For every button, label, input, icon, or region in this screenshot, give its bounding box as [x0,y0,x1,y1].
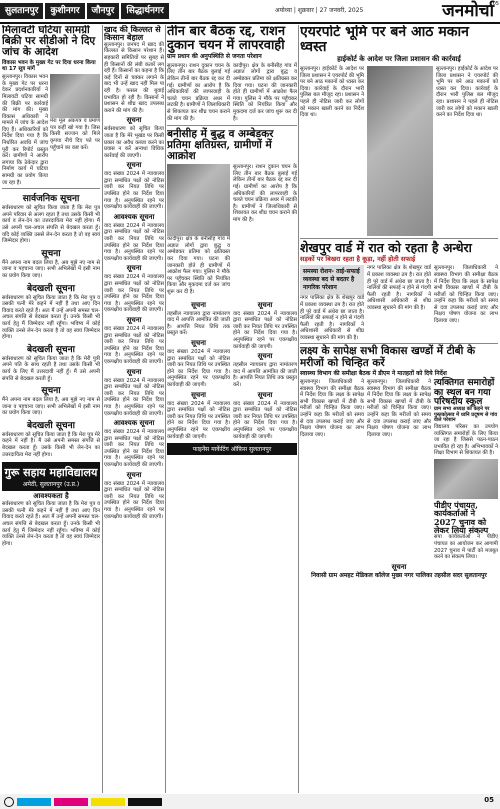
column-right [300,25,498,793]
page-number-top: 05 [492,1,499,7]
masthead-rule [0,22,500,24]
finance-ad-strip[interactable]: फाइनेंस मार्केटिंग ऑफ़िस सुलतानपुर [167,443,297,455]
ad-address: अमेठी, सुलतानपुर (उ.प्र.) [22,481,80,489]
subhead-school: ग्राम सभा अध्यक्ष को कहने पर पुस्तकोत्सव में ध्वनि प्रदूषण से गांव वाले परेशान [434,406,498,424]
registration-mark-icon [4,797,14,807]
article-body: सुल्तानपुर। विकास भवन के मुख्य गेट पर धरना देकर प्रदर्शनकारियों ने मिलावटी घटिया सामग्री की बिक्री पर कार्रवाई की मांग की। मुख्य विकास अधिकारी ने मामले में जांच के आदेश दिए हैं। अधिकारियों को निर्देश दिया गया है कि निर्धारित अवधि में जांच पूरी कर रिपोर्ट प्रस्तुत करें। ग्रामीणों ने आरोप लगाया कि ठेकेदार द्वारा निर्माण कार्य में घटिया सामग्री का प्रयोग किया जा रहा है। [2,74,48,186]
headline-tb-patients: लक्ष्य के सापेक्ष सभी विकास खण्डों में टीबी के मरीजों को चिन्हित करें [300,345,476,369]
notice-body: मैंने अपना नाम बदल लिया है, अब मुझे नए नाम से जाना व पहचाना जाए। सभी अभिलेखों में इसी नाम का प्रयोग किया जाए। [2,397,100,417]
case-body: वाद संख्या 2024 में न्यायालय द्वारा सम्बंधित पक्षों को नोटिस जारी कर नियत तिथि पर उपस्थित होने का निर्देश दिया गया है। अनुपस्थित रहने पर एकपक्षीय कार्यवाही की जाएगी। [104,171,164,211]
column-left [2,25,100,793]
notice-title: बेदखली सूचना [27,420,75,431]
notice-title: सूचना [257,299,273,309]
headline-adulteration: मिलावटी घटिया सामग्री बिक्री पर सीडीओ ने दिए जांच के आदेश [2,25,96,59]
callout-box: समस्या रोशन- ताई-सफाई व्यवस्था बद से बदतर है नागरिक परेशान [300,265,364,295]
headline-statue: बनीसीह में बुद्ध व अम्बेडकर प्रतिमा क्षतिग्रस्त, ग्रामीणों में आक्रोश [167,128,274,163]
notice-title: सूचना [391,561,407,571]
notice-title: बेदखली सूचना [27,344,75,355]
subhead-adulteration: विकास भवन के मुख्य गेट पर दिया धरना किया था 17 सूत्र मांगें [2,60,96,73]
case-title: सूचना [126,160,142,170]
column-center [167,25,297,793]
notice-body: सर्वसाधारण को सूचित किया जाता है कि मेरी पुत्री अपने पति के साथ रहती है तथा उसके किसी भी कार्य के लिए मैं उत्तरदायी नहीं हूँ। मैं उसे अपनी संपत्ति से बेदखल करती हूँ। [2,355,100,382]
notice-title: सूचना [191,337,206,347]
subhead-ward: सड़कों पर बिखरा रहता है कूड़ा, नहीं होती सफाई [300,255,416,264]
subhead-tb: स्वास्थ्य विभाग की समीक्षा बैठक में डीएम ने मातहतों को दिये निर्देश [300,369,447,377]
article-body-cont: सुल्तानपुर। जिलाधिकारी ने स्वास्थ्य विभाग की समीक्षा बैठक में निर्देश दिया कि लक्ष्य के सापेक्ष सभी विकास खण्डों में टीबी के मरीजों को चिन्हित किया जाए। उन्होंने कहा कि मरीजों को समय से दवा उपलब्ध कराई जाए और निक्षय पोषण योजना का लाभ दिलाया जाए। [434,265,498,325]
ad-body: सर्वसाधारण को सूचित किया जाता है कि मेरा पुत्र व उसकी पत्नी मेरे कहने में नहीं हैं तथा आए दिन विवाद करते रहते हैं। अतः मैं उन्हें अपनी समस्त चल-अचल संपत्ति से बेदखल करता हूँ। उनके किसी भी कार्य हेतु मैं जिम्मेदार नहीं रहूँगा। भविष्य में कोई व्यक्ति उनसे लेन-देन करता है तो वह स्वयं जिम्मेदार होगा। [2,501,100,547]
article-body: सुल्तानपुर। हाईकोर्ट के आदेश पर जिला प्रशासन ने एयरपोर्ट की भूमि पर बने आठ मकानों को ध्वस्त कर दिया। कार्रवाई के दौरान भारी पुलिस बल मौजूद रहा। प्रशासन ने पहले ही नोटिस जारी कर लोगों को मकान खाली करने का निर्देश दिया था। [300,66,364,119]
headline-airport-demolition: एयरपोर्ट भूमि पर बने आठ मकान ध्वस्त [300,25,469,55]
notice-body: सर्वसाधारण को सूचित किया जाता है कि मेरा पुत्र व उसकी पत्नी मेरे कहने में नहीं हैं तथा आए दिन विवाद करते रहते हैं। अतः मैं उन्हें अपनी समस्त चल-अचल संपत्ति से बेदखल करता हूँ। उनके किसी भी कार्य हेतु मैं जिम्मेदार नहीं रहूँगा। भविष्य में कोई व्यक्ति उनसे लेन-देन करता है तो वह स्वयं जिम्मेदार होगा। [2,294,100,341]
section-tab[interactable]: सिद्धार्थनगर [121,3,168,19]
column-divider [102,25,103,793]
school-photo [434,459,498,499]
article-body: सुल्तानपुर। जिलाधिकारी ने स्वास्थ्य विभाग की समीक्षा बैठक में निर्देश दिया कि लक्ष्य के सापेक्ष सभी विकास खण्डों में टीबी के मरीजों को चिन्हित किया जाए। उन्होंने कहा कि मरीजों को समय से दवा उपलब्ध कराई जाए और निक्षय पोषण योजना का लाभ दिलाया जाए। [300,379,364,438]
notice-body: तहसील न्यायालय द्वारा नामांतरण वाद में आपत्ति आमंत्रित की जाती है। आपत्ति नियत तिथि तक प्रस्तुत करें। [233,362,297,388]
notice-body: वाद संख्या 2024 में न्यायालय द्वारा सम्बंधित पक्षों को नोटिस जारी कर नियत तिथि पर उपस्थित होने का निर्देश दिया गया है। अनुपस्थित रहने पर एकपक्षीय कार्यवाही की जाएगी। [167,400,230,440]
column-notices [104,25,164,793]
headline-pda-panchayat: पीडीए पंचायत, कार्यकर्ताओं ने 2027 चुनाव को लेकर लिया संकल्प [434,499,489,536]
headline-ward-darkness: शेखपुर वार्ड में रात को रहता है अन्धेरा [300,240,472,256]
section-tab[interactable]: कुशीनगर [45,3,84,19]
ad-title: गुरू सहाय महाविद्यालय [4,466,98,480]
article-body: सपा कार्यकर्ताओं ने पीडीए पंचायत का आयोजन कर आगामी 2027 चुनाव में पार्टी को मजबूत करने का संकल्प लिया। [434,534,498,561]
subhead-ration-shop: ग्राम प्रधान की अनुपस्थिति से जनता परेशान [167,53,262,61]
notice-body: सर्वसाधारण को सूचित किया जाता है कि मेरा पुत्र अपने परिवार से अलग रहता है तथा उसके किसी भी कार्य व लेन-देन का उत्तरदायित्व मेरा नहीं होगा। मैं उसे अपनी चल-अचल संपत्ति से बेदखल करता हूँ। यदि कोई व्यक्ति उससे लेन-देन करता है तो वह स्वयं जिम्मेदार होगा। [2,205,100,245]
article-body-cont: सुल्तानपुर। राशन दुकान चयन के लिए तीन बार बैठक बुलाई गई लेकिन तीनों बार बैठक रद्द कर दी गई। ग्रामीणों का आरोप है कि अधिकारियों की लापरवाही के चलते चयन प्रक्रिया अधर में लटकी है। ग्रामीणों ने जिलाधिकारी से शिकायत कर शीघ्र चयन कराने की मांग की है। [233,164,297,224]
bottom-notice: निवासी ग्राम अमहट मेडिकल कॉलेज मुख्य नगर पालिका तहसील सदर सुलतानपुर [311,571,487,579]
statue-photo [167,164,230,236]
article-body: सुल्तानपुर। जनपद में खाद की किल्लत से किसान परेशान हैं। सहकारी समितियों पर सुबह से ही किसानों की लंबी कतारें लग रही हैं। किसानों का कहना है कि कई दिनों से चक्कर लगाने के बाद भी उन्हें खाद नहीं मिल पा रही है। फसल की बुवाई प्रभावित हो रही है। किसानों ने प्रशासन से शीघ्र खाद उपलब्ध कराने की मांग की है। [104,41,164,114]
headline-ration-shop: तीन बार बैठक रद्द, राशन दुकान चयन में लापरवाही [167,25,286,53]
masthead [0,0,500,22]
case-title: सूचना [126,469,142,479]
page-number: 05 [484,796,494,804]
notice-title: सूचना [41,248,61,259]
case-title: सूचना [126,314,142,324]
college-ad[interactable] [2,462,100,491]
cyan-swatch [17,798,51,806]
black-swatch [128,798,162,806]
article-body-cont: सुल्तानपुर। हाईकोर्ट के आदेश पर जिला प्रशासन ने एयरपोर्ट की भूमि पर बने आठ मकानों को ध्वस्त कर दिया। कार्रवाई के दौरान भारी पुलिस बल मौजूद रहा। प्रशासन ने पहले ही नोटिस जारी कर लोगों को मकान खाली करने का निर्देश दिया था। [436,66,498,119]
case-body: वाद संख्या 2024 में न्यायालय द्वारा सम्बंधित पक्षों को नोटिस जारी कर नियत तिथि पर उपस्थित होने का निर्देश दिया गया है। अनुपस्थित रहने पर एकपक्षीय कार्यवाही की जाएगी। [104,377,164,417]
notice-title: सूचना [191,299,206,309]
subhead-airport: हाईकोर्ट के आदेश पर जिला प्रशासन की कार्रवाई [337,55,461,64]
article-body-cont: नगर पालिका क्षेत्र के शेखपुर वार्ड में प्रकाश व्यवस्था ठप है। रात होते ही पूरे वार्ड में अंधेरा छा जाता है। नालियों की सफाई न होने से गंदगी फैली रहती है। नागरिकों ने अधिशासी अधिकारी से शीघ्र व्यवस्था सुधारने की मांग की है। [367,265,431,311]
case-title: आवश्यक सूचना [113,418,155,428]
notice-title: सूचना [126,115,142,125]
notice-title: सूचना [257,389,273,399]
section-tabs [0,3,169,19]
magenta-swatch [54,798,88,806]
notice-body: सर्वसाधारण को सूचित किया जाता है कि मेरा पुत्र मेरे कहने में नहीं है। मैं उसे अपनी समस्त संपत्ति से बेदखल करता हूँ। उसके किसी भी लेन-देन का उत्तरदायित्व मेरा नहीं होगा। [2,431,100,458]
ad-subtitle: आवश्यकता है [33,492,69,501]
notice-body: वाद संख्या 2024 में न्यायालय द्वारा सम्बंधित पक्षों को नोटिस जारी कर नियत तिथि पर उपस्थित होने का निर्देश दिया गया है। अनुपस्थित रहने पर एकपक्षीय कार्यवाही की जाएगी। [233,400,297,440]
article-body-cont: कादीपुर। क्षेत्र के बनीसीह गांव में अज्ञात लोगों द्वारा बुद्ध व अम्बेडकर प्रतिमा को क्षतिग्रस्त कर दिया गया। घटना की जानकारी होते ही ग्रामीणों में आक्रोश फैल गया। पुलिस ने मौके पर पहुँचकर स्थिति को नियंत्रित किया और मुकदमा दर्ज कर जांच शुरू कर दी है। [233,62,297,122]
article-body: विद्यालय परिसर का उपयोग व्यक्तिगत समारोहों के लिए किया जा रहा है जिससे पठन-पाठन प्रभावित हो रहा है। अभिभावकों ने शिक्षा विभाग से शिकायत की है। [434,423,498,457]
newspaper-logo: जनमोर्चा [395,0,500,22]
article-body: नगर पालिका क्षेत्र के शेखपुर वार्ड में प्रकाश व्यवस्था ठप है। रात होते ही पूरे वार्ड में अंधेरा छा जाता है। नालियों की सफाई न होने से गंदगी फैली रहती है। नागरिकों ने अधिशासी अधिकारी से शीघ्र व्यवस्था सुधारने की मांग की है। [300,295,364,341]
case-title: सूचना [126,263,142,273]
case-body: वाद संख्या 2024 में न्यायालय द्वारा सम्बंधित पक्षों को नोटिस जारी कर नियत तिथि पर उपस्थित होने का निर्देश दिया गया है। अनुपस्थित रहने पर एकपक्षीय कार्यवाही की जाएगी। [104,429,164,469]
notice-body: वाद संख्या 2024 में न्यायालय द्वारा सम्बंधित पक्षों को नोटिस जारी कर नियत तिथि पर उपस्थित होने का निर्देश दिया गया है। अनुपस्थित रहने पर एकपक्षीय कार्यवाही की जाएगी। [233,310,297,350]
case-title: आवश्यक सूचना [113,211,155,221]
case-body: वाद संख्या 2024 में न्यायालय द्वारा सम्बंधित पक्षों को नोटिस जारी कर नियत तिथि पर उपस्थित होने का निर्देश दिया गया है। अनुपस्थित रहने पर एकपक्षीय कार्यवाही की जाएगी। [104,222,164,262]
section-tab[interactable]: सुलतानपुर [0,3,43,19]
case-title: सूचना [126,366,142,376]
case-body: वाद संख्या 2024 में न्यायालय द्वारा सम्बंधित पक्षों को नोटिस जारी कर नियत तिथि पर उपस्थित होने का निर्देश दिया गया है। अनुपस्थित रहने पर एकपक्षीय कार्यवाही की जाएगी। [104,325,164,365]
article-body: सुल्तानपुर। राशन दुकान चयन के लिए तीन बार बैठक बुलाई गई लेकिन तीनों बार बैठक रद्द कर दी गई। ग्रामीणों का आरोप है कि अधिकारियों की लापरवाही के चलते चयन प्रक्रिया अधर में लटकी है। ग्रामीणों ने जिलाधिकारी से शिकायत कर शीघ्र चयन कराने की मांग की है। [167,62,230,122]
yellow-swatch [91,798,125,806]
notice-body: तहसील न्यायालय द्वारा नामांतरण वाद में आपत्ति आमंत्रित की जाती है। आपत्ति नियत तिथि तक प्रस्तुत करें। [167,310,230,337]
column-divider [165,25,166,793]
notice-body: वाद संख्या 2024 में न्यायालय द्वारा सम्बंधित पक्षों को नोटिस जारी कर नियत तिथि पर उपस्थित होने का निर्देश दिया गया है। अनुपस्थित रहने पर एकपक्षीय कार्यवाही की जाएगी। [167,348,230,388]
article-body-cont: सुल्तानपुर। जिलाधिकारी ने स्वास्थ्य विभाग की समीक्षा बैठक में निर्देश दिया कि लक्ष्य के सापेक्ष सभी विकास खण्डों में टीबी के मरीजों को चिन्हित किया जाए। उन्होंने कहा कि मरीजों को समय से दवा उपलब्ध कराई जाए और निक्षय पोषण योजना का लाभ दिलाया जाए। [367,379,431,438]
demolition-photo [367,66,433,236]
case-body: वाद संख्या 2024 में न्यायालय द्वारा सम्बंधित पक्षों को नोटिस जारी कर नियत तिथि पर उपस्थित होने का निर्देश दिया गया है। अनुपस्थित रहने पर एकपक्षीय कार्यवाही की जाएगी। [104,274,164,314]
notice-body: मैंने अपना नाम बदल लिया है, अब मुझे नए नाम से जाना व पहचाना जाए। सभी अभिलेखों में इसी नाम का प्रयोग किया जाए। [2,259,100,279]
case-body: वाद संख्या 2024 में न्यायालय द्वारा सम्बंधित पक्षों को नोटिस जारी कर नियत तिथि पर उपस्थित होने का निर्देश दिया गया है। अनुपस्थित रहने पर एकपक्षीय कार्यवाही की जाएगी। [104,480,164,520]
notice-title: बेदखली सूचना [27,283,75,294]
notice-body: सर्वसाधारण को सूचित किया जाता है कि मेरे भूखंड पर किसी प्रकार का अवैध कब्जा करने का प्रयास न करें अन्यथा विधिक कार्रवाई की जाएगी। [104,126,164,159]
dateline: अयोध्या | शुक्रवार | 27 जनवरी, 2025 [275,7,364,14]
headline-fertilizer: खाद की किल्लत से किसान बेहाल [104,25,161,43]
section-tab[interactable]: जौनपुर [87,3,120,19]
notice-title: सूचना [41,386,61,397]
notice-title: सूचना [257,351,273,361]
print-registration-strip [0,794,500,809]
column-divider [298,25,299,793]
article-body-cont: मेरा मूल अंकपत्र व प्रमाण पत्र कहीं खो गया है। जिस किसी सज्जन को मिले कृपया नीचे दिए पते पर पहुँचाने का कष्ट करें। [50,118,100,151]
article-body: कादीपुर। क्षेत्र के बनीसीह गांव में अज्ञात लोगों द्वारा बुद्ध व अम्बेडकर प्रतिमा को क्षतिग्रस्त कर दिया गया। घटना की जानकारी होते ही ग्रामीणों में आक्रोश फैल गया। पुलिस ने मौके पर पहुँचकर स्थिति को नियंत्रित किया और मुकदमा दर्ज कर जांच शुरू कर दी है। [167,236,230,296]
notice-title: सार्वजनिक सूचना [22,194,80,205]
headline-school-venue: त्यक्तिगत समारोहों का स्थल बन गया परिषदीय स्कूल [434,378,495,407]
news-photo [50,74,100,118]
notice-title: सूचना [191,389,206,399]
